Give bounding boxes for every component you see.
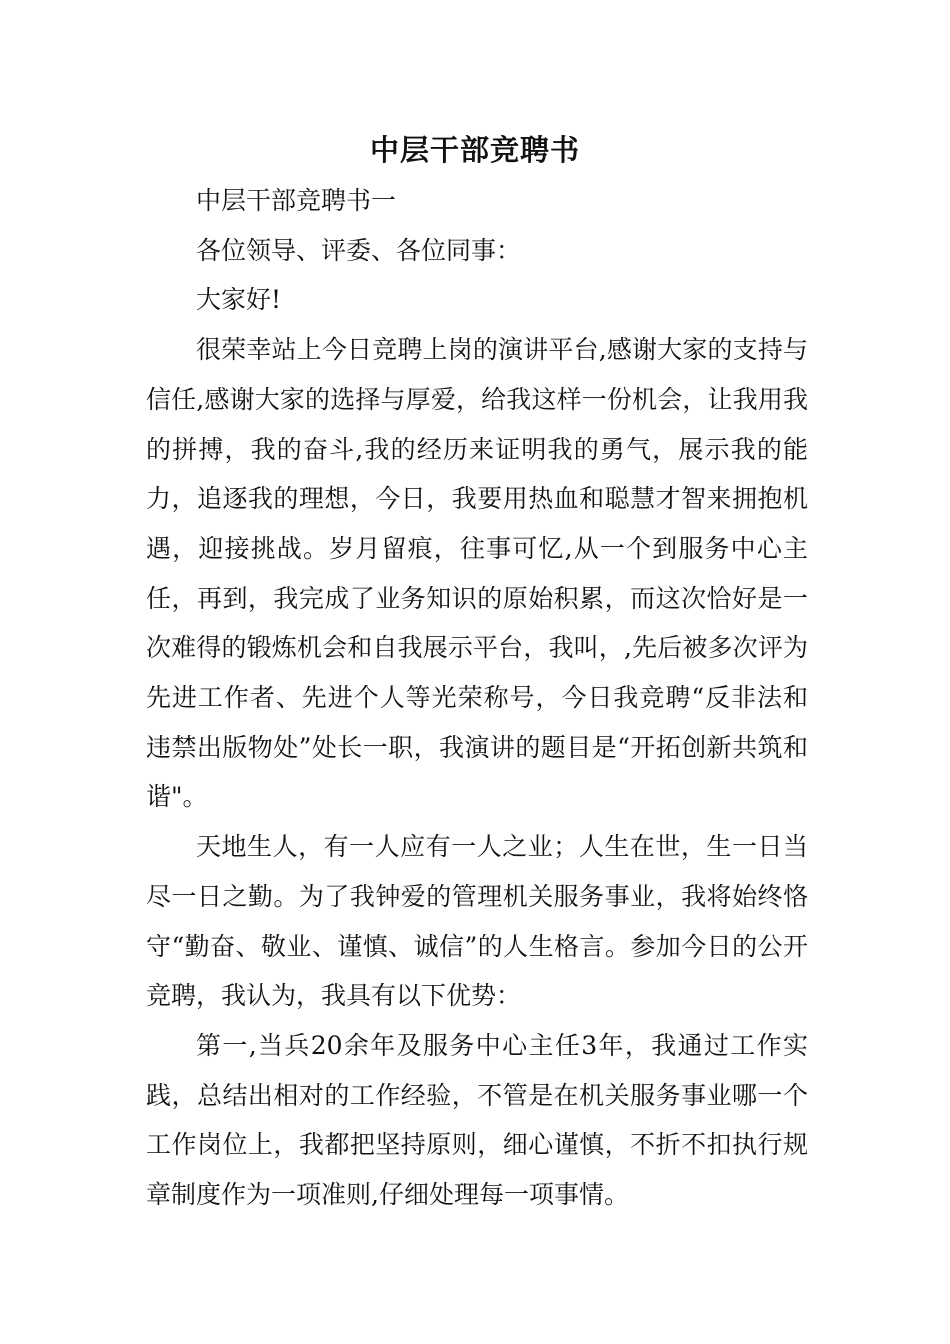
paragraph-advantage-one: 第一,当兵20余年及服务中心主任3年，我通过工作实践，总结出相对的工作经验，不管是在机关服务事业哪一个工作岗位上，我都把坚持原则，细心谨慎，不折不扣执行规章制度作为一项准则,仔细处理每一项事情。 <box>146 1030 808 1210</box>
paragraph-introduction: 很荣幸站上今日竞聘上岗的演讲平台,感谢大家的支持与信任,感谢大家的选择与厚爱，给我这样一份机会，让我用我的拼搏，我的奋斗,我的经历来证明我的勇气，展示我的能力，追逐我的理想，今日，我要用热血和聪慧才智来拥抱机遇，迎接挑战。岁月留痕，往事可忆,从一个到服务中心主任，再到，我完成了业务知识的原始积累，而这次恰好是一次难得的锻炼机会和自我展示平台，我叫，,先后被多次评为先进工作者、先进个人等光荣称号，今日我竞聘“反非法和违禁出版物处”处长一职，我演讲的题目是“开拓创新共筑和谐"。 <box>146 335 808 812</box>
paragraph-salutation: 各位领导、评委、各位同事： <box>196 235 522 265</box>
document-title: 中层干部竞聘书 <box>369 133 580 167</box>
document-body <box>146 176 808 1220</box>
paragraph-heading: 中层干部竞聘书一 <box>196 186 397 215</box>
paragraph-motto: 天地生人，有一人应有一人之业；人生在世，生一日当尽一日之勤。为了我钟爱的管理机关服务事业，我将始终恪守“勤奋、敬业、谨慎、诚信”的人生格言。参加今日的公开竞聘，我认为，我具有以下优势： <box>146 832 808 1011</box>
paragraph-greeting: 大家好! <box>196 285 282 315</box>
